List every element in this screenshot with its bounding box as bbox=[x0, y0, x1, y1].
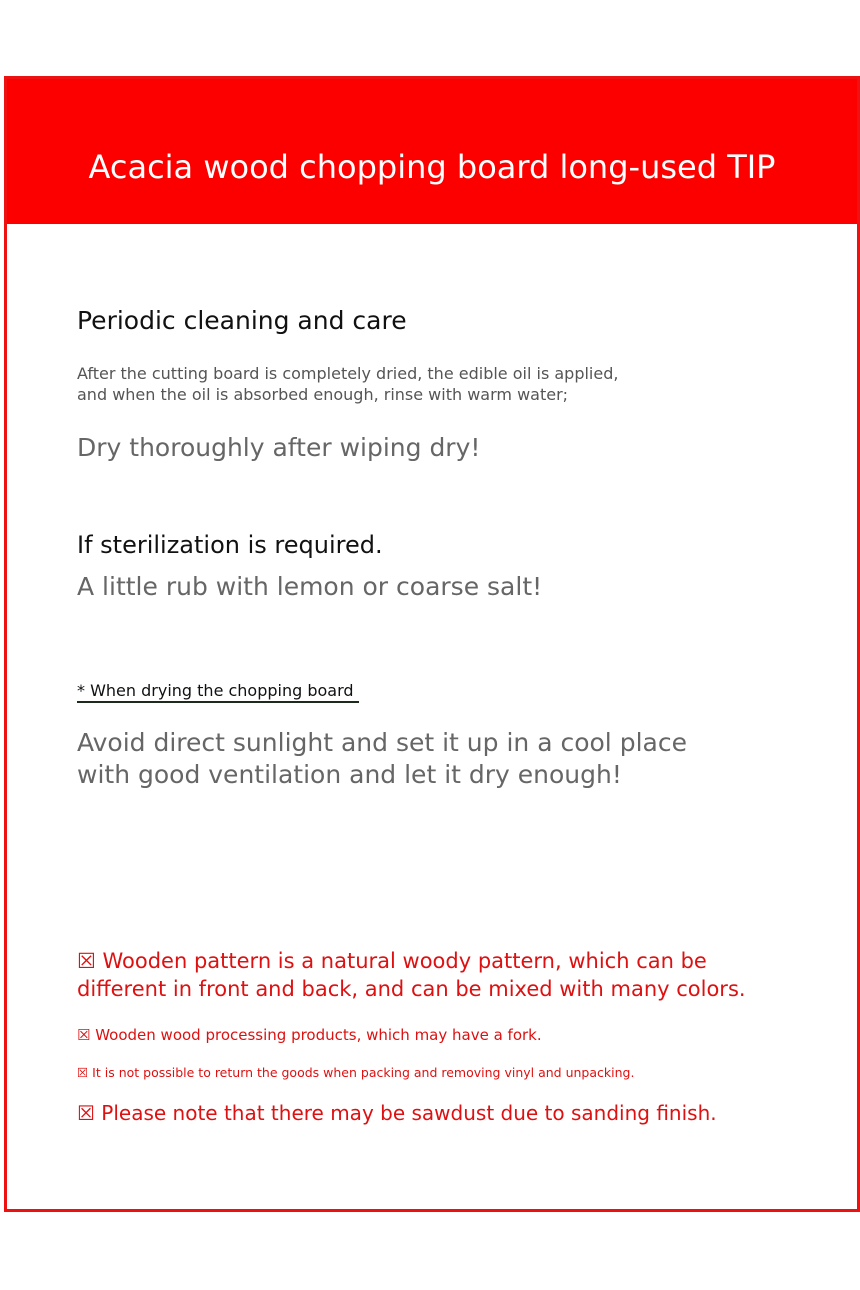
drying-line1: Avoid direct sunlight and set it up in a cool place bbox=[77, 728, 687, 757]
note-wood-pattern-line1: ☒ Wooden pattern is a natural woody pattern, which can be bbox=[77, 949, 707, 973]
cleaning-desc-line1: After the cutting board is completely dried, the edible oil is applied, bbox=[77, 364, 619, 383]
cleaning-desc-line2: and when the oil is absorbed enough, rinse with warm water; bbox=[77, 385, 569, 404]
content-frame bbox=[4, 76, 860, 1212]
cleaning-heading: Periodic cleaning and care bbox=[77, 306, 407, 335]
title-banner bbox=[7, 79, 857, 224]
cleaning-highlight: Dry thoroughly after wiping dry! bbox=[77, 433, 481, 462]
note-no-return: ☒ It is not possible to return the goods when packing and removing vinyl and unpacking. bbox=[77, 1065, 635, 1080]
note-sawdust: ☒ Please note that there may be sawdust due to sanding finish. bbox=[77, 1101, 717, 1125]
note-wood-pattern-line2: different in front and back, and can be mixed with many colors. bbox=[77, 977, 746, 1001]
drying-heading-underline bbox=[77, 701, 359, 703]
sterilization-text: A little rub with lemon or coarse salt! bbox=[77, 572, 543, 601]
drying-heading: * When drying the chopping board bbox=[77, 681, 354, 700]
sterilization-heading: If sterilization is required. bbox=[77, 531, 383, 559]
drying-line2: with good ventilation and let it dry enough! bbox=[77, 760, 622, 789]
note-fork: ☒ Wooden wood processing products, which may have a fork. bbox=[77, 1026, 542, 1044]
page-title: Acacia wood chopping board long-used TIP bbox=[88, 148, 776, 186]
